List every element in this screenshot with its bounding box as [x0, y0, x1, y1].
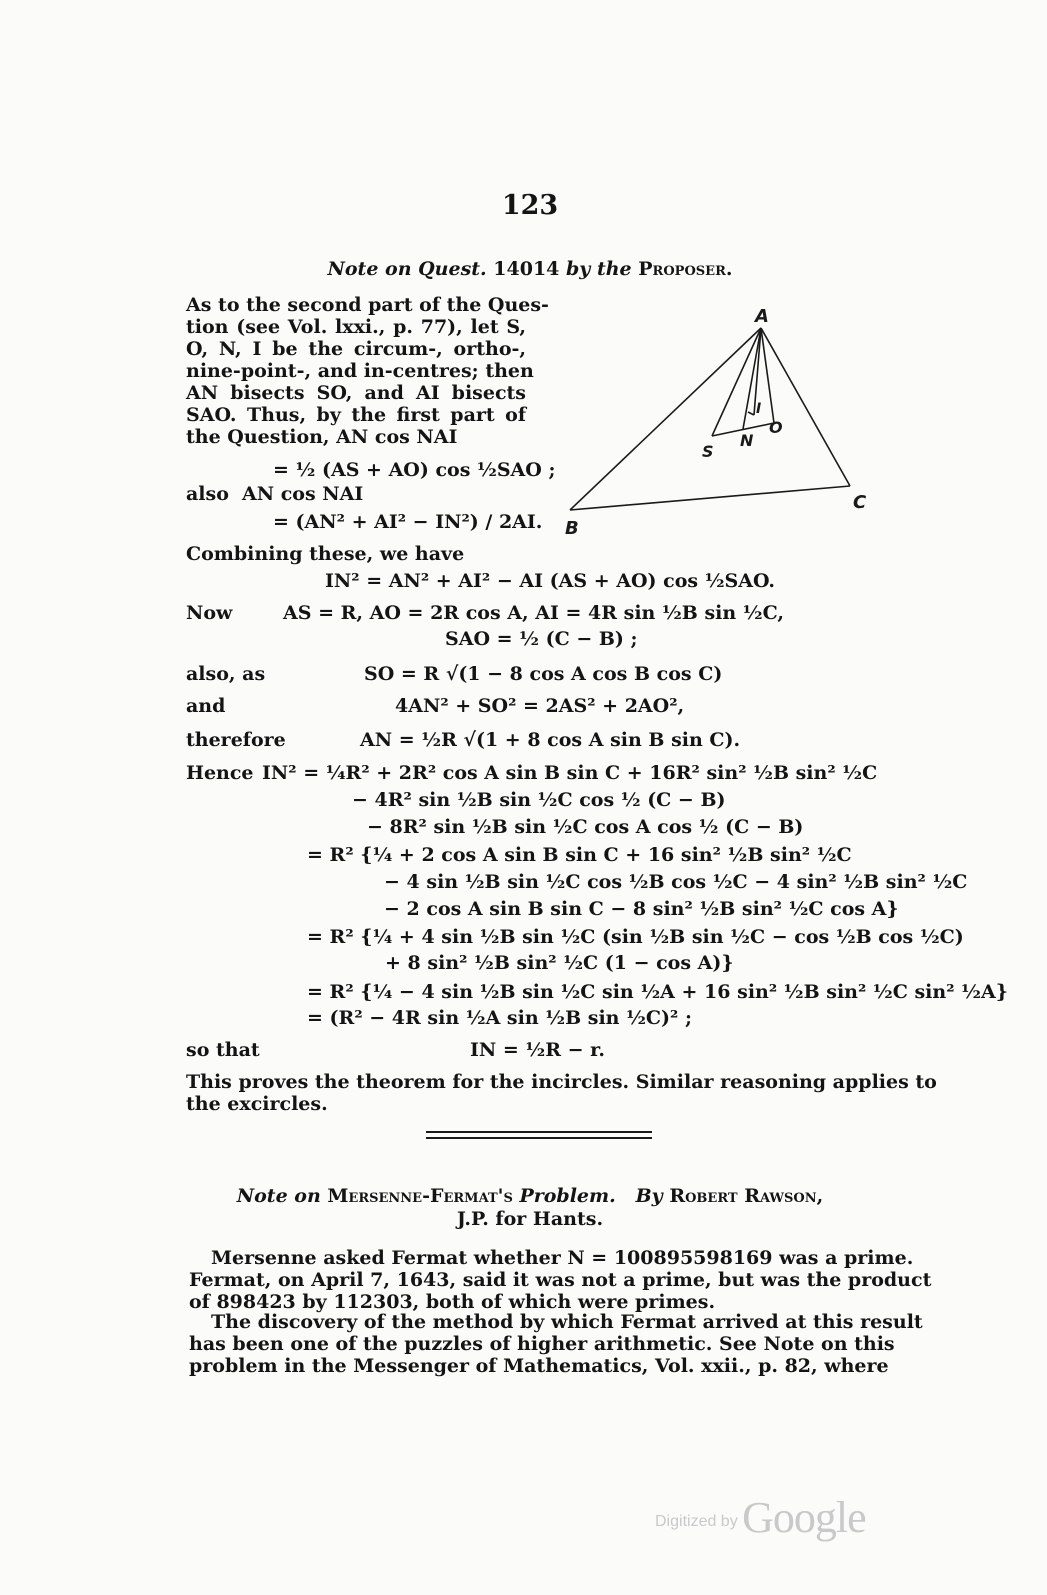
side-bc [570, 486, 850, 510]
equation-label: so that [186, 1039, 260, 1061]
text-line: Mersenne asked Fermat whether N = 100895598169 was a prime. [211, 1247, 914, 1269]
page-number: 123 [501, 190, 559, 221]
equation-line: = ½ (AS + AO) cos ½SAO ; [273, 459, 556, 481]
author-name: Proposer. [631, 258, 733, 280]
point-label-o: O [769, 418, 783, 437]
question-number: 14014 [486, 258, 567, 280]
equation-line: = (AN² + AI² − IN²) / 2AI. [273, 511, 543, 533]
side-ab [570, 328, 761, 510]
note-title-part: By [635, 1185, 663, 1207]
vertex-label-b: B [565, 518, 579, 539]
text-line: problem in the Messenger of Mathematics, Vol. xxii., p. 82, where [189, 1355, 889, 1377]
point-label-n: N [740, 431, 754, 450]
equation-line: AS = R, AO = 2R cos A, AI = 4R sin ½B sin ½C, [283, 602, 785, 624]
problem-name: Mersenne-Fermat's [320, 1185, 520, 1207]
equation-line: SO = R √(1 − 8 cos A cos B cos C) [364, 663, 723, 685]
text-line: SAO. Thus, by the first part of [186, 404, 526, 426]
equation-line: 4AN² + SO² = 2AS² + 2AO², [395, 695, 685, 717]
conclusion-paragraph [186, 1071, 937, 1115]
digitized-watermark [655, 1492, 866, 1543]
note-title-part: by the [566, 258, 632, 280]
equation-label: Now [186, 602, 233, 624]
text-line: tion (see Vol. lxxi., p. 77), let S, [186, 316, 526, 338]
equation-line: AN cos NAI [242, 483, 364, 505]
text-line: O, N, I be the circum-, ortho-, [186, 338, 526, 360]
equation-line: − 2 cos A sin B sin C − 8 sin² ½B sin² ½C cos A} [384, 898, 899, 920]
note-title-part: Note on Quest. [327, 258, 487, 280]
note-title [0, 1185, 1047, 1207]
text-line: This proves the theorem for the incircles. Similar reasoning applies to [186, 1071, 937, 1093]
note-title-part: Problem. [519, 1185, 616, 1207]
divider-rule [426, 1137, 652, 1139]
paragraph [189, 1311, 923, 1377]
text-line: Fermat, on April 7, 1643, said it was not a prime, but was the product [189, 1269, 932, 1291]
equation-label: therefore [186, 729, 286, 751]
equation-line: IN = ½R − r. [470, 1039, 606, 1061]
paragraph [189, 1247, 932, 1313]
text-line: of 898423 by 112303, both of which were primes. [189, 1291, 716, 1313]
point-label-i: I [756, 401, 762, 417]
equation-line: = R² {¼ + 4 sin ½B sin ½C (sin ½B sin ½C − cos ½B cos ½C) [307, 926, 964, 948]
equation-line: IN² = ¼R² + 2R² cos A sin B sin C + 16R² sin² ½B sin² ½C [262, 762, 878, 784]
note-title [0, 258, 1047, 280]
equation-line: − 4R² sin ½B sin ½C cos ½ (C − B) [352, 789, 726, 811]
side-ac [761, 328, 850, 486]
text-line: the Question, AN cos NAI [186, 426, 458, 448]
equation-label: and [186, 695, 226, 717]
text-line: the excircles. [186, 1093, 328, 1115]
vertex-label-a: A [755, 306, 769, 327]
equation-line: IN² = AN² + AI² − AI (AS + AO) cos ½SAO. [325, 570, 776, 592]
triangle-figure [545, 298, 885, 543]
text-line: nine-point-, and in-centres; then [186, 360, 534, 382]
equation-line: SAO = ½ (C − B) ; [445, 628, 638, 650]
equation-label: Hence [186, 762, 254, 784]
equation-line: − 8R² sin ½B sin ½C cos A cos ½ (C − B) [367, 816, 804, 838]
text-line: AN bisects SO, and AI bisects [186, 382, 526, 404]
line-ao [761, 328, 774, 423]
google-logo: Google [742, 1493, 866, 1542]
intro-paragraph [186, 294, 549, 448]
equation-label: also [186, 483, 229, 505]
tick-mark [748, 412, 754, 415]
equation-line: − 4 sin ½B sin ½C cos ½B cos ½C − 4 sin² ½B sin² ½C [384, 871, 968, 893]
watermark-prefix: Digitized by [655, 1513, 738, 1530]
author-affiliation: J.P. for Hants. [456, 1208, 604, 1230]
note-title-part: Note on [236, 1185, 321, 1207]
point-label-s: S [702, 442, 714, 461]
equation-label: also, as [186, 663, 266, 685]
equation-line: = R² {¼ − 4 sin ½B sin ½C sin ½A + 16 sin² ½B sin² ½C sin² ½A} [307, 981, 1008, 1003]
divider-rule [426, 1131, 652, 1133]
text-line: Combining these, we have [186, 543, 465, 565]
author-name: Robert Rawson, [662, 1185, 824, 1207]
text-line: has been one of the puzzles of higher arithmetic. See Note on this [189, 1333, 895, 1355]
line-as [712, 328, 761, 436]
text-line: The discovery of the method by which Fermat arrived at this result [211, 1311, 923, 1333]
text-line: As to the second part of the Ques- [186, 294, 549, 316]
vertex-label-c: C [853, 492, 867, 513]
equation-line: + 8 sin² ½B sin² ½C (1 − cos A)} [385, 952, 734, 974]
equation-line: AN = ½R √(1 + 8 cos A sin B sin C). [360, 729, 741, 751]
equation-line: = (R² − 4R sin ½A sin ½B sin ½C)² ; [307, 1007, 692, 1029]
equation-line: = R² {¼ + 2 cos A sin B sin C + 16 sin² ½B sin² ½C [307, 844, 852, 866]
